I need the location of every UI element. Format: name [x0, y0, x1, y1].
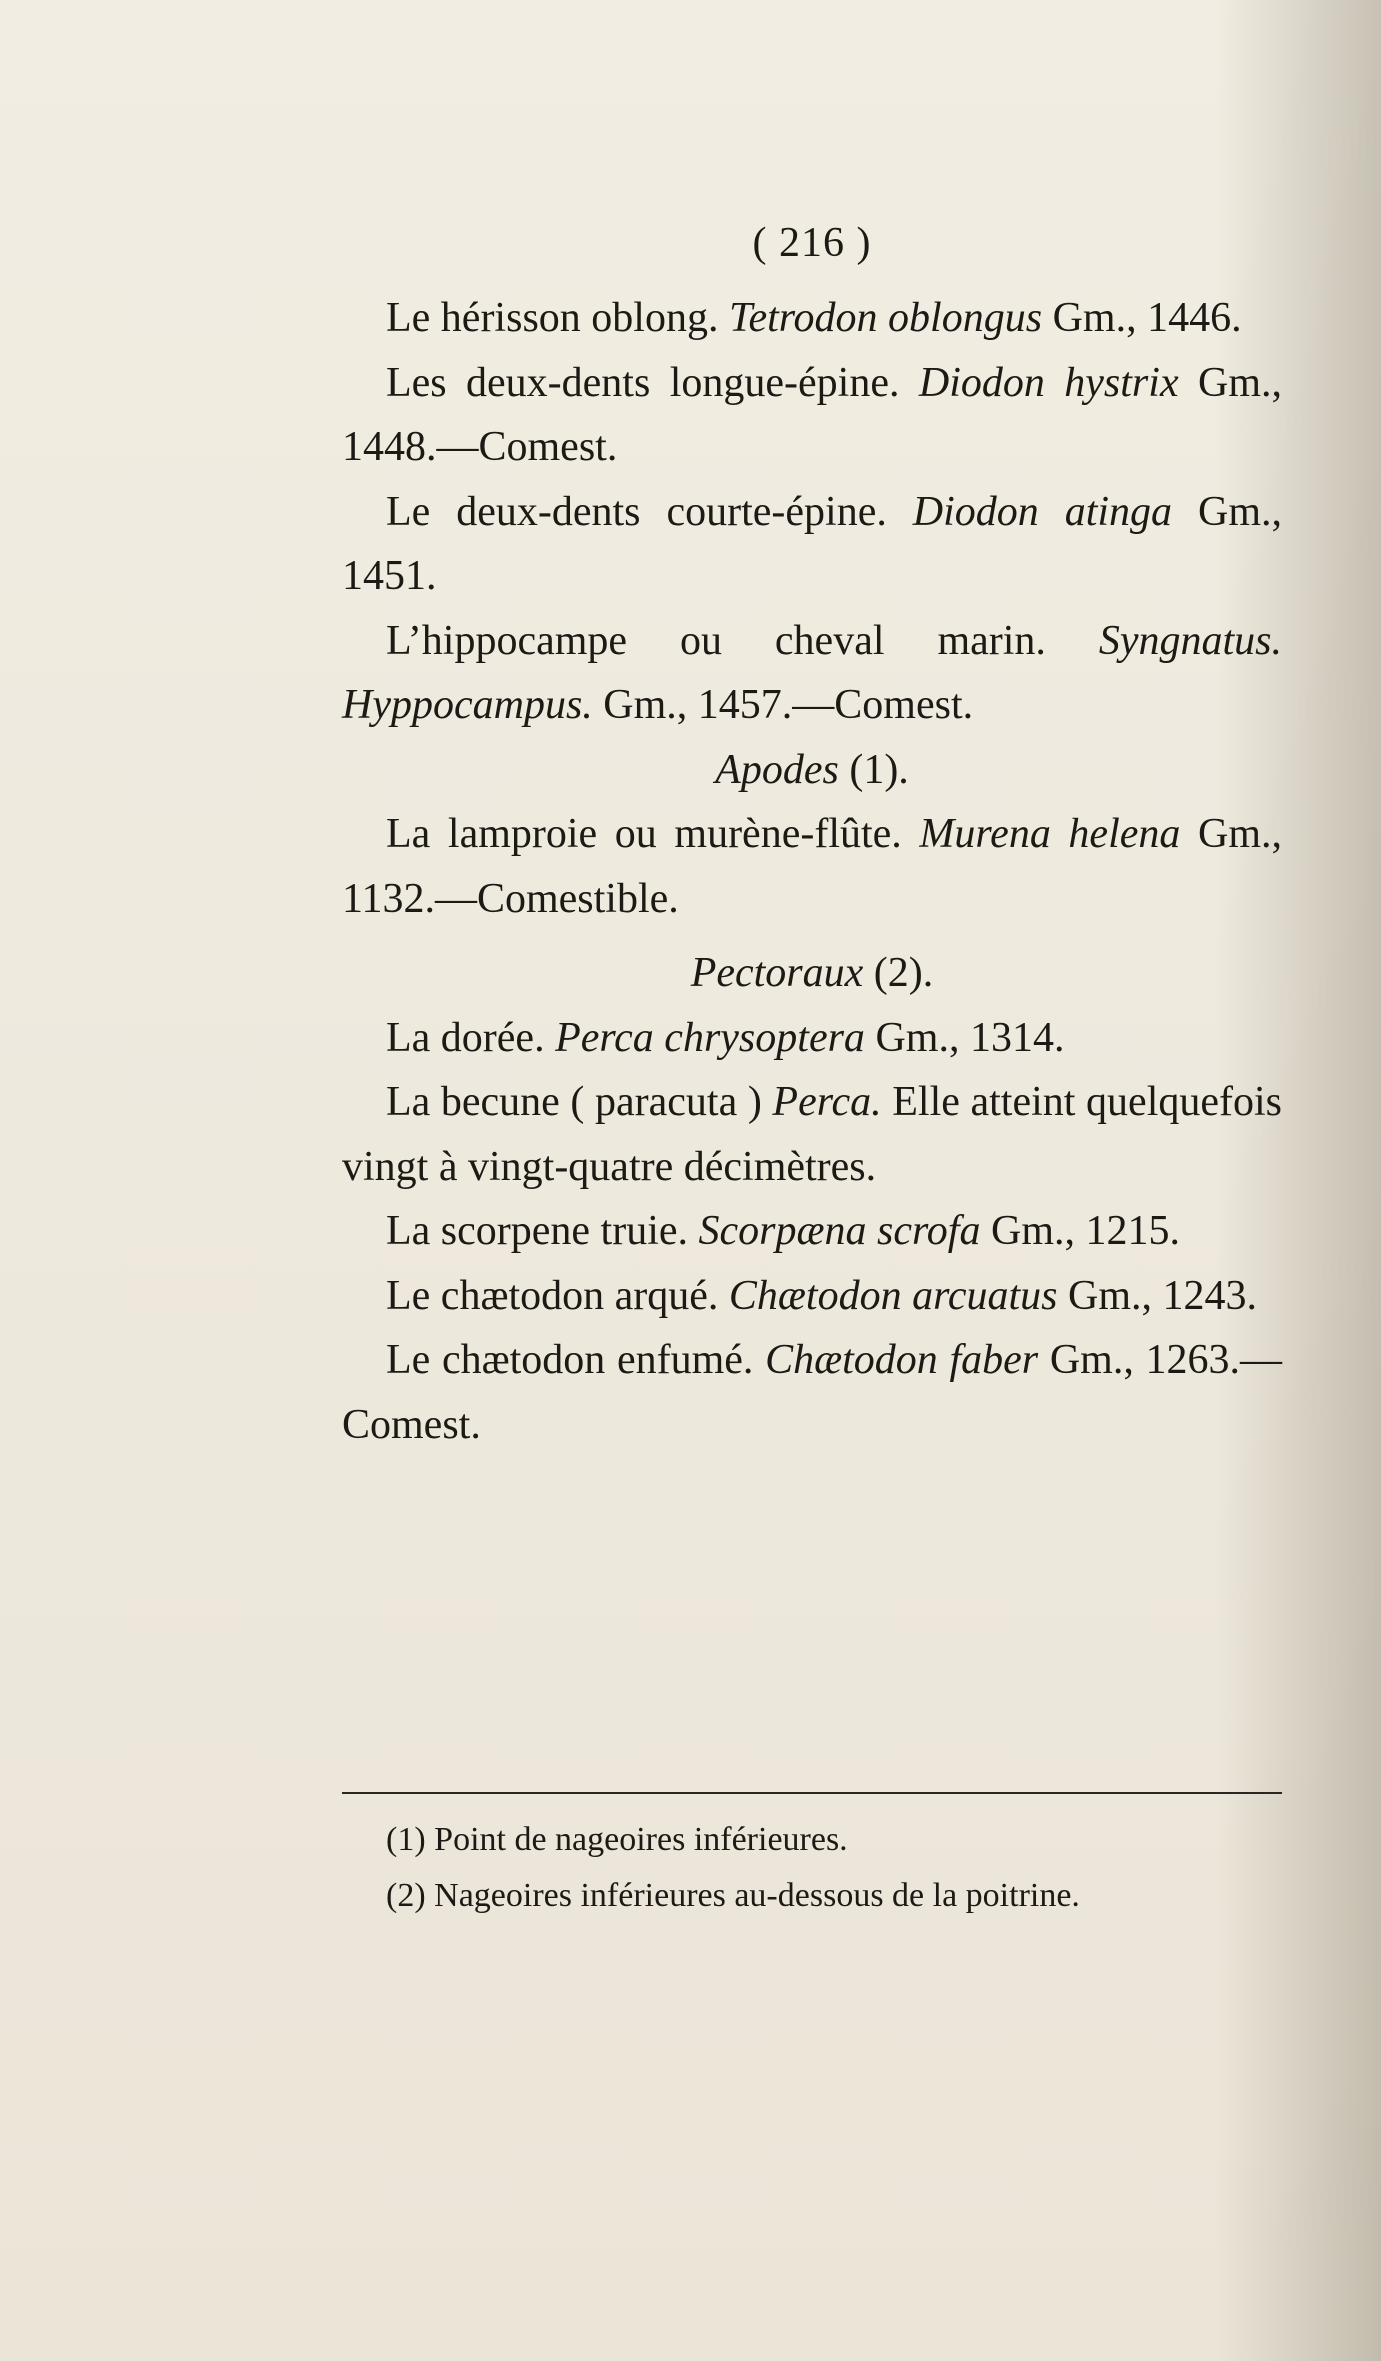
common-name: Le deux-dents courte-épine.: [386, 488, 913, 535]
reference: Gm., 1314.: [864, 1014, 1065, 1061]
common-name: La dorée.: [386, 1014, 556, 1061]
footnote-mark: (2): [386, 1877, 426, 1914]
common-name: La lamproie ou murène-flûte.: [386, 811, 920, 857]
entry-chaetodon-arque: [342, 1264, 1282, 1329]
entry-chaetodon-enfume: [342, 1328, 1282, 1457]
section-heading-pectoraux: [342, 941, 1282, 1006]
entry-deux-dents-longue-epine: [342, 351, 1282, 480]
footnote-text: Point de nageoires inférieures.: [425, 1821, 848, 1858]
footnotes: [342, 1812, 1282, 1924]
entry-deux-dents-courte-epine: [342, 480, 1282, 609]
reference: Gm., 1263.—Comest.: [342, 1337, 1282, 1448]
reference: Gm., 1448.—Comest.: [342, 359, 1282, 470]
section-heading-apodes: [342, 738, 1282, 803]
footnote-rule: [342, 1792, 1282, 1794]
footnote-1: [342, 1812, 1282, 1868]
section-title: Pectoraux: [690, 950, 864, 996]
entry-herisson-oblong: [342, 286, 1282, 351]
latin-name: Diodon atinga: [912, 488, 1173, 535]
latin-name: Scorpæna scrofa: [698, 1208, 981, 1254]
footnote-text: Nageoires inférieures au-dessous de la poitrine.: [425, 1877, 1080, 1914]
main-text: [342, 200, 1282, 1457]
common-name: Les deux-dents longue-épine.: [386, 359, 919, 406]
common-name: Le chætodon arqué.: [386, 1272, 729, 1319]
footnote-ref: (2).: [863, 950, 934, 996]
latin-name: Perca.: [772, 1079, 882, 1125]
common-name: La scorpene truie.: [386, 1208, 699, 1254]
entry-scorpene-truie: [342, 1199, 1282, 1264]
reference: Gm., 1451.: [342, 488, 1282, 599]
latin-name: Murena helena: [919, 811, 1181, 857]
latin-name: Syngnatus. Hyppocampus.: [342, 617, 1282, 728]
latin-name: Perca chrysoptera: [555, 1014, 865, 1061]
reference: Gm., 1132.—Comestible.: [342, 811, 1282, 922]
latin-name: Chætodon faber: [765, 1337, 1039, 1383]
section-title: Apodes: [715, 746, 839, 793]
entry-lamproie: [342, 802, 1282, 931]
reference: Gm., 1457.—Comest.: [592, 682, 974, 728]
footnote-ref: (1).: [838, 746, 909, 793]
entry-doree: [342, 1006, 1282, 1071]
common-name: Le chætodon enfumé.: [386, 1337, 766, 1383]
common-name: Le hérisson oblong.: [386, 295, 729, 341]
latin-name: Tetrodon oblongus: [728, 295, 1043, 341]
page-number: ( 216 ): [752, 220, 872, 266]
entry-hippocampe: [342, 609, 1282, 738]
footnote-2: [342, 1868, 1282, 1924]
reference: Gm., 1243.: [1057, 1272, 1258, 1319]
latin-name: Chætodon arcuatus: [728, 1272, 1058, 1319]
common-name: L’hippocampe ou cheval marin.: [386, 617, 1099, 664]
reference: Gm., 1446.: [1042, 295, 1242, 341]
footnote-mark: (1): [386, 1821, 426, 1858]
entry-becune: [342, 1070, 1282, 1199]
latin-name: Diodon hystrix: [918, 359, 1179, 406]
reference: Gm., 1215.: [980, 1208, 1180, 1254]
reference: Elle atteint quelquefois vingt à vingt-quatre décimètres.: [342, 1079, 1283, 1190]
common-name: La becune ( paracuta ): [386, 1079, 773, 1125]
